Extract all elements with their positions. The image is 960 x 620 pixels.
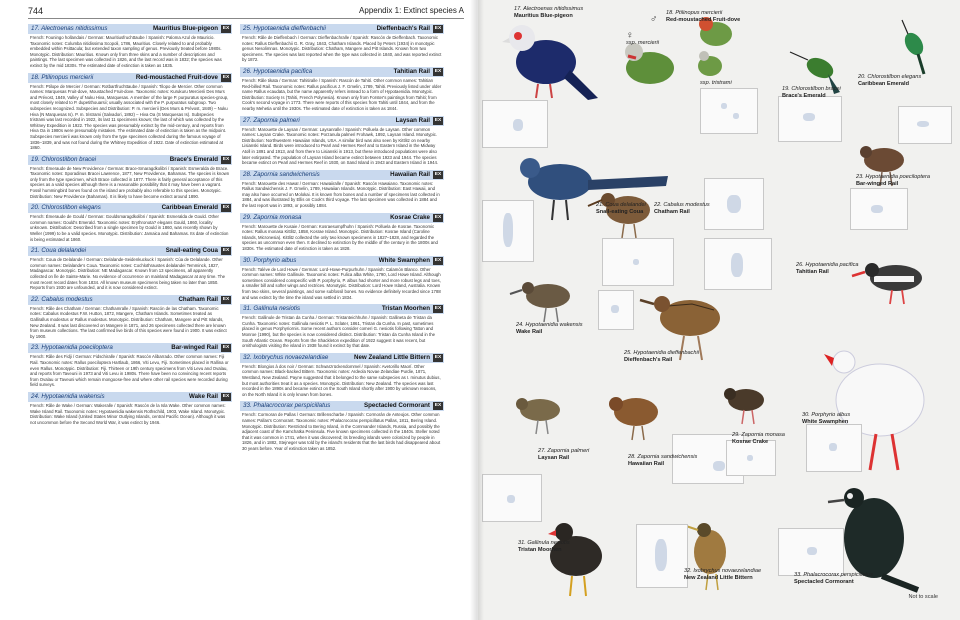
species-scientific-name: 27. Zapornia palmeri — [243, 116, 300, 124]
extinct-status-badge: EX — [222, 296, 230, 302]
male-symbol: ♂ — [650, 14, 658, 25]
species-entry — [28, 246, 232, 291]
species-common-name: Red-moustached Fruit-dove — [135, 73, 218, 81]
species-entry — [240, 304, 444, 349]
wake-rail-illustration — [510, 282, 570, 322]
extinct-status-badge: EX — [222, 74, 230, 80]
species-header-bar — [28, 392, 232, 402]
range-map-marquesas — [700, 88, 758, 134]
species-account-text: French: Marouette de Laysan / German: Laysanralle / Spanish: Polluela de Laysan. Other common names: Laysan Crake. Taxonomic notes: Porzanula palmeri Frohawk, 1892, Laysan Island. Monotypic. Distribution: Northwestern Hawaiian Islands, USA. A similar bird was also seen by Kittlitz on nearby Lisianski Island. Birds were introduced to Pearl and Hermes Reef and to Eastern Island in the Midway Atoll in 1891 and 1913, and from there to Lisianski in 1913, but these introduced populations were also later extirpated. The population of Laysan Island became extinct between 1923 and 1944. The species became extinct on Pearl and Hermes Reef in 1930, on Sand Island in 1943 and Eastern Island in 1944. — [242, 126, 439, 166]
species-header-bar — [28, 343, 232, 353]
species-entry — [28, 73, 232, 151]
chatham-rail-illustration — [588, 193, 650, 238]
running-header — [28, 6, 464, 20]
species-common-name: Laysan Rail — [395, 116, 430, 124]
extinct-status-badge: EX — [434, 117, 442, 123]
species-entry — [240, 401, 444, 451]
species-account-text: French: Râle de Wake / German: Wakeralle / Spanish: Rascón de la Isla Wake. Other common names: Wake Island Rail. Taxonomic notes: Hypotaenidia wakensis Rothschild, 1903, Wake Island. Monotypic. Distribution: Wake Island (United States Minor Outlying Islands, central Pacific Ocean). Although it was not uncommon before the Second World War, it was extinct by 1946. — [30, 402, 226, 425]
species-entry — [28, 343, 232, 388]
species-account-text: French: Émeraude de Gould / German: Gouldsmaragdkolibri / Spanish: Esmeralda de Gould. Other common names: Gould's Emerald. Taxonomic notes: Erythronota? elegans Gould, 1860, locality unknown. Distribution: Described from a single specimen by Gould in 1860, was recently shown by Weller (1999) to be a valid species. Monotypic. Distribution: Jamaica and Bahamas. Its date of extinction is being estimated at 1860. — [30, 214, 229, 242]
laysan-rail-illustration — [516, 398, 560, 434]
species-entry — [28, 155, 232, 200]
species-scientific-name: 29. Zapornia monasa — [243, 213, 302, 221]
species-common-name: Snail-eating Coua — [165, 247, 218, 255]
species-scientific-name: 19. Chlorostilbon bracei — [31, 155, 97, 163]
caption-25: 25. Hypotaenidia dieffenbachii Dieffenbach's Rail — [624, 350, 699, 363]
species-common-name: New Zealand Little Bittern — [354, 353, 430, 361]
species-common-name: Tahitian Rail — [393, 67, 430, 75]
text-column-right — [240, 24, 444, 612]
species-common-name: Caribbean Emerald — [161, 204, 218, 212]
species-header-bar — [240, 213, 444, 223]
species-common-name: White Swamphen — [378, 256, 430, 264]
species-header-bar — [28, 155, 232, 165]
extinct-status-badge: EX — [434, 68, 442, 74]
species-account-text: French: Founingo hollandais / German: Mauritiusfruchttaube / Spanish: Paloma Azul de Mauricio. Taxonomic notes: Columba nitidissima Scopoli, 1786, Mauritius. Closely related to and probably embedded within Psittacula; but extended taxon sampling of genus. Previously treated before 1980s. Monotypic. Distribution: Mauritius. Known only from three skins and a number of descriptions and paintings. The last specimen was collected in 1826, and the last record was in 1832; the species was extinct by the mid 1830s. The estimated date of extinction is taken as 1835. — [30, 35, 222, 68]
tahitian-rail-illustration — [852, 263, 922, 304]
species-entry — [28, 24, 232, 69]
header-rule — [28, 18, 464, 19]
range-map-lord-howe — [806, 424, 862, 472]
species-scientific-name: 24. Hypotaenidia wakensis — [31, 392, 105, 400]
species-account-text: French: Émeraude de New Providence / German: Brace-Smaragdkolibri / Spanish: Esmeralda de Brace. Taxonomic notes: Sporadinus Bracei Lawrence, 1877, New Providence, Bahamas. The species is known only from the type specimen, which Brace collected in 1877. There is fairly general acceptance of this species as a valid species although there is a reasonable possibility that it may have been a vagrant. Fossil hummingbird bones found on the island are probably also referable to this species. Monotypic. Distribution: New Providence (Bahamas). It is likely to have become extinct around 1890. — [30, 165, 230, 199]
hawaiian-rail-illustration — [609, 397, 658, 440]
range-map-tristan — [482, 474, 542, 522]
caption-17: 17. Alectroenas nitidissimus Mauritius Blue-pigeon — [514, 6, 584, 19]
female-symbol: ♀ — [626, 30, 634, 41]
species-header-bar — [28, 73, 232, 83]
not-to-scale-note: Not to scale — [908, 594, 938, 600]
species-header-bar — [28, 24, 232, 34]
species-entry — [28, 203, 232, 242]
range-map-madagascar — [482, 200, 534, 262]
range-map-wake — [598, 290, 634, 330]
range-map-nz-bittern — [636, 524, 688, 588]
species-common-name: Brace's Emerald — [169, 155, 218, 163]
range-map-bering — [778, 528, 844, 576]
extinct-status-badge: EX — [434, 171, 442, 177]
caption-24: 24. Hypotaenidia wakensis Wake Rail — [516, 322, 583, 335]
species-entry — [240, 353, 444, 398]
caption-30: 30. Porphyrio albus White Swamphen — [802, 412, 851, 425]
species-common-name: Bar-winged Rail — [171, 344, 218, 352]
text-column-left — [28, 24, 232, 612]
section-title: Appendix 1: Extinct species A — [359, 6, 464, 15]
species-header-bar — [240, 353, 444, 363]
species-scientific-name: 28. Zapornia sandwichensis — [243, 170, 320, 178]
species-header-bar — [240, 24, 444, 34]
species-account-text: French: Cormoran de Pallas / German: Brillenscharbe / Spanish: Cormorán de Anteojos. Other common names: Pallas's Cormorant. Taxonomic notes: Phalacrocorax perspicillatus Pallas, 1811, Bering Island. Monotypic. Distribution: Restricted to Bering Island, in the Commander Islands, Russia, and possibly the adjacent coast of the Kamchatka Peninsula. Five known specimens collected in the 1840s. Steller noted that it was common in 1741, when it was discovered; its breeding islands were colonized by people in 1826, and in 1882, Stejneger was told by the island's residents that the last birds had disappeared about 30 years before. Year of extinction taken as 1852. — [242, 412, 441, 451]
book-gutter — [470, 0, 484, 620]
species-account-text: French: Gallinule de Tristan da Cunha / German: Tristanteichhuhn / Spanish: Gallineta de Tristan da Cunha. Taxonomic notes: Gallinula nesiotis P. L. Sclater, 1861, Tristan da Cunha. In past, sometimes placed in genus Porphyriornis. Some recent authors consider comeri G. nesiotis following Tatton and Monroe (1990), but the species is now considered distinct. Distribution: Tristan da Cunha Island in the South Atlantic Ocean. Reports from the Shackleton expedition of 1922 suggest it was recent, but ornithologists visiting the island in 1938 found it extinct by that date. — [242, 315, 435, 349]
range-map-bahamas — [778, 96, 842, 142]
extinct-status-badge: EX — [222, 345, 230, 351]
caption-22: 22. Cabalus modestus Chatham Rail — [654, 202, 710, 215]
species-scientific-name: 18. Ptilinopus mercierii — [31, 73, 94, 81]
species-account-text: French: Marouette de Kusaie / German: Kosraesumpfhuhn / Spanish: Polluela de Kosrae. Taxonomic notes: Rallus monasa Kittlitz, 1858, Kosrae Island. Monotypic. Distribution: Kosrae Island (Caroline Islands, Micronesia). Kittlitz collected the only two known specimens in 1827–1828, and regarded the species as uncommon even then. It declined to extinction by the middle of the century in the 1800s and 1830s. The estimated date of extinction is taken as 1828. — [242, 223, 438, 252]
range-map-kosrae — [726, 440, 776, 476]
species-header-bar — [240, 304, 444, 314]
extinct-status-badge: EX — [434, 26, 442, 31]
plate-page — [478, 0, 960, 620]
caption-23: 23. Hypotaenidia poeciloptera Bar-winged Rail — [856, 174, 931, 187]
tristan-moorhen-illustration — [548, 523, 602, 596]
range-map-pacific — [602, 238, 674, 286]
caption-20: 20. Chlorostilbon elegans Caribbean Emerald — [858, 74, 922, 87]
species-common-name: Chatham Rail — [178, 295, 218, 303]
caption-19: 19. Chlorostilbon bracei Brace's Emerald — [782, 86, 841, 99]
extinct-status-badge: EX — [434, 354, 442, 360]
species-entry — [240, 213, 444, 252]
range-map-jamaica — [898, 106, 952, 144]
extinct-status-badge: EX — [222, 156, 230, 162]
caption-27: 27. Zapornia palmeri Laysan Rail — [538, 448, 590, 461]
species-entry — [28, 295, 232, 340]
species-account-text: French: Râle des Chatham / German: Chathamralle / Spanish: Rascón de las Chatham. Taxonomic notes: Cabalus modestus F.W. Hutton, 1872, Mangere, Chatham Islands. Sometimes treated as Gallirallus modestus or Rallus modestus. Monotypic. Distribution: Chatham, Mangere and Pitt Islands, New Zealand. It was last discovered on Mangere in 1871, and 26 specimens collected there are known from museum collections. The last confirmed live birds of this species were found in 1900. It was extinct by 1900. — [30, 305, 227, 339]
species-header-bar — [240, 67, 444, 77]
species-header-bar — [28, 203, 232, 213]
species-header-bar — [28, 295, 232, 305]
species-common-name: Mauritius Blue-pigeon — [153, 25, 218, 32]
species-scientific-name: 25. Hypotaenidia dieffenbachii — [243, 25, 326, 32]
species-header-bar — [240, 401, 444, 411]
caption-26: 26. Hypotaenidia pacifica Tahitian Rail — [796, 262, 859, 275]
species-common-name: Tristan Moorhen — [381, 305, 430, 313]
species-common-name: Dieffenbach's Rail — [376, 25, 430, 32]
kosrae-crake-illustration — [724, 388, 764, 424]
species-account-text: French: Râle de Dieffenbach / German: Dieffenbachralle / Spanish: Rascón de Dieffenbach. Taxonomic notes: Rallus Dieffenbachii G. R. Gray, 1843, Chatham Islands. Placed by Peters (1934) in monotypic genus Nesolimnas. Monotypic. Distribution: Chatham, Mangere and Pitt Islands. Known from two specimens. The species was last reported when the type was collected in 1840, and was reported extinct by 1872. — [242, 35, 442, 63]
caption-33: 33. Phalacrocorax perspicillatus Spectacled Cormorant — [794, 572, 873, 585]
species-account-text: French: Ptilope de Mercier / German: Rotbartfruchttaube / Spanish: Tilopo de Mercier. Other common names: Marquesas Fruit-dove, Moustached Fruit-dove. Taxonomic notes: Kurukuru Mercierii Des Murs and Prévost, 1849, Valley of Nuku Hiva, Marquesas. A member of the large P. purpuratus species-group, most closely related to P. dupetithouarsii; usually associated with the P. purpuratus subgroup. Two subspecies recognized. Subspecies and Distribution: P. m. mercierii (Des Murs & Prévost, 1849) – Nuku Hiva (N Marquesas Is). P. m. tristrami (Salvadori, 1892) – Hiva Oa (S Marquesas Is). Subspecies tristrami was last recorded in 1922, its last 11 specimens known; the last of which was collected by the Whitney Expedition in 1922. The species was presumably extinct by the mid-century, and reports from Hiva Oa in 1980s were presumably mistaken. The estimated date of extinction is taken as the midpoint. Subspecies mercierii was known only from the type specimen collected during the famous voyage of 1836–1839, and was not found during the Whitney Expedition of 1922. Date of extinction estimated at 1860. — [30, 83, 229, 151]
extinct-status-badge: EX — [222, 205, 230, 211]
species-account-text: French: Râle tikata / German: Tahitiralle / Spanish: Rascón de Tahití. Other common names: Tahitian Red-billed Rail. Taxonomic notes: Rallus pacificus J. F. Gmelin, 1789, Tahiti. Previously listed under older name Rallus ecaudata, but the name apparently refers instead to a form of Hypotaenidia. Monotypic. Distribution: Society Is (Tahiti, French Polynesia). Known only from Forster's paintings from Tahiti; from Cook's second voyage in 1773. There were reports of this species from Tahiti until 1844, and from the nearby Mehetia until the 1930s. The estimated date of extinction is taken as 1844. — [242, 77, 442, 111]
species-header-bar — [240, 116, 444, 126]
extinct-status-badge: EX — [434, 214, 442, 220]
species-common-name: Spectacled Cormorant — [363, 402, 430, 410]
range-map-mauritius — [482, 100, 548, 148]
species-scientific-name: 32. Ixobrychus novaezelandiae — [243, 353, 329, 361]
red-moustached-fruit-dove-illustration — [625, 17, 732, 84]
extinct-status-badge: EX — [222, 248, 230, 254]
species-entry — [240, 116, 444, 166]
caption-28: 28. Zapornia sandwichensis Hawaiian Rail — [628, 454, 698, 467]
species-entry — [240, 170, 444, 209]
species-scientific-name: 21. Coua delalandei — [31, 247, 87, 255]
species-common-name: Kosrae Crake — [390, 213, 430, 221]
species-scientific-name: 17. Alectroenas nitidissimus — [31, 25, 108, 32]
species-scientific-name: 23. Hypotaenidia poeciloptera — [31, 344, 113, 352]
caption-31: 31. Gallinula nesiotis Tristan Moorhen — [518, 540, 570, 553]
species-entry — [240, 24, 444, 63]
species-account-text: French: Râle des Fidji / German: Fidschiralle / Spanish: Rascón Alibarrado. Other common names: Fiji Rail. Taxonomic notes: Rallus poeciloptera Hartlaub, 1866, Viti Levu, Fiji. Sometimes placed in Rallina or even Rallus. Monotypic. Distribution: Fiji. Thirteen or 19th century specimens from Viti Levu and Ovalau, and reports from Taveuni in 1973 and Viti Levu in 1980s. There have been no convincing recent reports from Ovalau or Taveuni which remain mongoose-free and where other rail species were recorded during field surveys. — [30, 354, 229, 388]
species-account-text: French: Talève de Lord Howe / German: Lord-Howe-Purpurhuhn / Spanish: Calamón Blanco. Other common names: White Gallinule. Taxonomic notes: Fulica alba White, 1790, Lord Howe Island. Although sometimes considered conspecific with P. porphyrio, P. albus had shorter and more robust legs and toes, a smaller bill and softer wings and rectrices. Monotypic. Distribution: Lord Howe Island, Australia. Known from two skins, several paintings, and some subfossil bones. No evidence definitely recorded since 1788 and was extinct by the time the island was settled in 1834. — [242, 266, 441, 300]
extinct-status-badge: EX — [222, 393, 230, 399]
extinct-status-badge: EX — [434, 257, 442, 263]
extinct-status-badge: EX — [434, 306, 442, 312]
species-entry — [240, 256, 444, 301]
species-scientific-name: 26. Hypotaenidia pacifica — [243, 67, 313, 75]
species-header-bar — [240, 170, 444, 180]
extinct-status-badge: EX — [222, 26, 230, 31]
caption-29: 29. Zapornia monasa Kosrae Crake — [732, 432, 785, 445]
species-account-text: French: Blongios à dos noir / German: Schwarzrückendommel / Spanish: Avetorillo Maorí. Other common names: Black-backed Bittern. Taxonomic notes: Ardeola Novae Zelandiae Purdie, 1871, Westland, New Zealand. Payne suggested that it belonged to the same subspecies as I. minutus dubius, but most authorities treat it as a species. Monotypic. Distribution: New Zealand. The species was last recorded in the 1890s and became extinct on the South Island shortly after 1900 by unknown reasons, on the North Island it is only known from bones. — [242, 363, 441, 397]
range-map-fiji — [850, 188, 908, 230]
species-entry — [28, 392, 232, 425]
species-header-bar — [240, 256, 444, 266]
species-scientific-name: 22. Cabalus modestus — [31, 295, 93, 303]
text-page — [0, 0, 478, 620]
mauritius-blue-pigeon-illustration — [502, 25, 598, 100]
species-common-name: Hawaiian Rail — [390, 170, 430, 178]
species-account-text: French: Coua de Delalande / German: Delalande-Seidenkuckuck / Spanish: Cúa de Delalande. Other common names: Delalande's Coua. Taxonomic notes: Cochlothraustes delalandei Temminck, 1827, Madagascar. Monotypic. Distribution: NE Madagascar. Known from 13 specimens, all apparently collected on Île de Sainte-Marie. No evidence of occurrence on mainland Madagascar at any time. The most recent record dates from 1834. All known museum specimens being taken no later than 1850. Reports from 1930 are unfounded, and it is now considered extinct. — [30, 257, 226, 291]
species-account-text: French: Marouette des Hawaï / German: Hawaiiralle / Spanish: Rascón Hawaiano. Taxonomic notes: Rallus Sandwichensis J. F. Gmelin, 1789, Hawaiian Islands. Monotypic. Distribution: East Hawaii, and may also have occurred on Molokai. It is known from bones and a number of specimens last collected in 1884, and was illustrated by Ellis on Cook's third voyage. The last specimen was collected in 1884 and the last report was in 1893, or possibly 1884. — [242, 180, 440, 209]
species-common-name: Wake Rail — [188, 392, 218, 400]
page-number: 744 — [28, 6, 44, 16]
caption-18-mercierii: ssp. mercierii — [626, 40, 659, 46]
species-scientific-name: 20. Chlorostilbon elegans — [31, 204, 101, 212]
extinct-status-badge: EX — [434, 403, 442, 409]
caption-18-tristrami: ssp. tristrami — [700, 80, 732, 86]
species-header-bar — [28, 246, 232, 256]
species-entry — [240, 67, 444, 112]
caption-18: 18. Ptilinopus mercierii Red-moustached Fruit-dove — [666, 10, 741, 23]
caption-21: 21. Coua delalandei Snail-eating Coua — [596, 202, 646, 215]
species-scientific-name: 30. Porphyrio albus — [243, 256, 297, 264]
range-map-new-zealand — [704, 238, 772, 290]
species-scientific-name: 33. Phalacrocorax perspicillatus — [243, 402, 331, 410]
range-map-chatham — [704, 178, 764, 230]
caption-32: 32. Ixobrychus novaezelandiae New Zealand Little Bittern — [684, 568, 762, 581]
species-scientific-name: 31. Gallinula nesiotis — [243, 305, 301, 313]
